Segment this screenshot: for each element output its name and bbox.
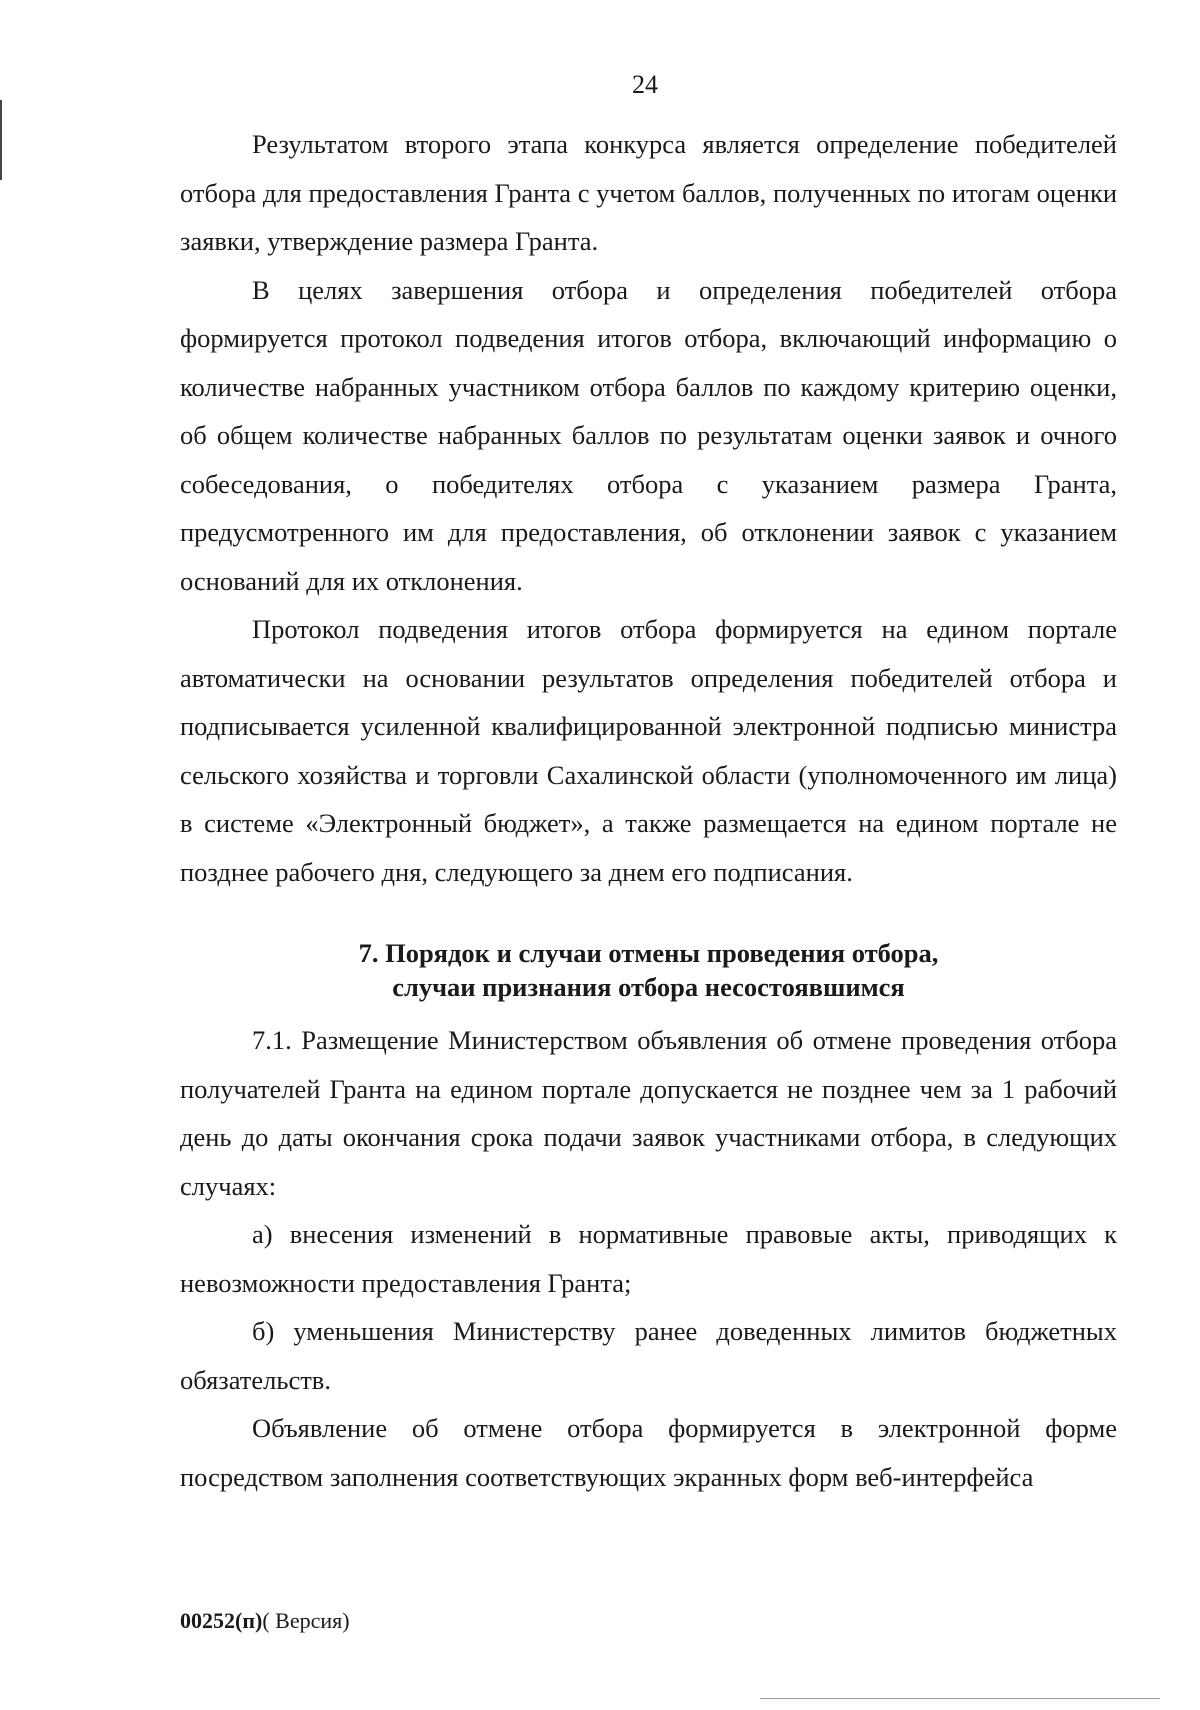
bottom-rule	[760, 1698, 1160, 1699]
document-version: ( Версия)	[262, 1608, 350, 1633]
paragraph-protocol-signing: Протокол подведения итогов отбора формируется на едином портале автоматически на основании результатов определения победителей отбора и подписывается усиленной квалифицированной электронной подписью министра сельского хозяйства и торговли Сахалинской области (уполномоченного им лица) в системе «Электронный бюджет», а также размещается на едином портале не позднее рабочего дня, следующего за днем его подписания.	[180, 614, 1117, 887]
scan-margin-mark	[0, 100, 2, 180]
document-code: 00252(п)	[180, 1608, 263, 1633]
section-heading-line-2: случаи признания отбора несостоявшимся	[392, 972, 905, 1002]
document-body	[180, 120, 1117, 1501]
paragraph-results-second-stage: Результатом второго этапа конкурса является определение победителей отбора для предоставления Гранта с учетом баллов, полученных по итогам оценки заявки, утверждение размера Гранта.	[180, 129, 1117, 256]
paragraph-cancellation-announcement: Объявление об отмене отбора формируется в электронной форме посредством заполнения соответствующих экранных форм веб-интерфейса	[180, 1413, 1117, 1492]
document-footer	[180, 1608, 350, 1634]
paragraph-case-a: а) внесения изменений в нормативные правовые акты, приводящих к невозможности предоставления Гранта;	[180, 1219, 1117, 1298]
paragraph-case-b: б) уменьшения Министерству ранее доведенных лимитов бюджетных обязательств.	[180, 1316, 1117, 1395]
paragraph-protocol-formation: В целях завершения отбора и определения победителей отбора формируется протокол подведения итогов отбора, включающий информацию о количестве набранных участником отбора баллов по каждому критерию оценки, об общем количестве набранных баллов по результатам оценки заявок и очного собеседования, о победителях отбора с указанием размера Гранта, предусмотренного им для предоставления, об отклонении заявок с указанием оснований для их отклонения.	[180, 274, 1117, 596]
page-number: 24	[632, 70, 658, 99]
section-heading-line-1: 7. Порядок и случаи отмены проведения отбора,	[358, 938, 939, 968]
paragraph-7-1: 7.1. Размещение Министерством объявления об отмене проведения отбора получателей Гранта на едином портале допускается не позднее чем за 1 рабочий день до даты окончания срока подачи заявок участниками отбора, в следующих случаях:	[180, 1025, 1117, 1201]
section-heading	[180, 936, 1117, 1004]
